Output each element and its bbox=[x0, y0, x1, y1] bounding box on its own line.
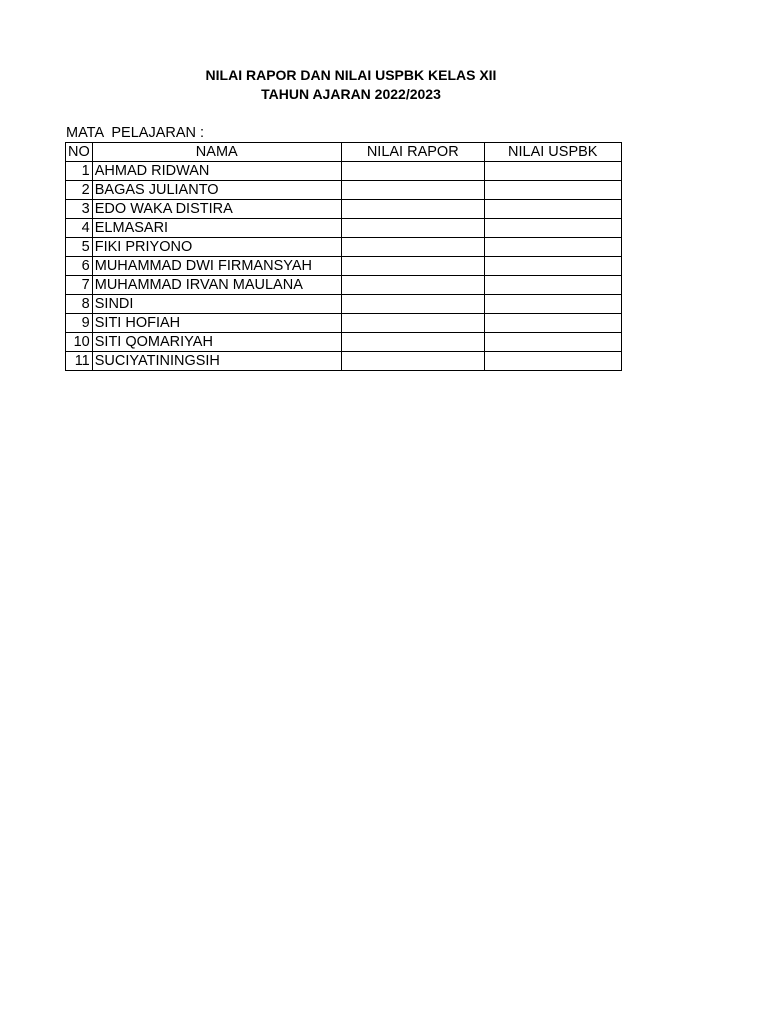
student-name: MUHAMMAD DWI FIRMANSYAH bbox=[92, 257, 341, 276]
row-number: 7 bbox=[66, 276, 93, 295]
student-name: SITI QOMARIYAH bbox=[92, 333, 341, 352]
nilai-uspbk-cell bbox=[484, 219, 621, 238]
table-row bbox=[66, 162, 622, 181]
nilai-rapor-cell bbox=[341, 276, 484, 295]
table-row bbox=[66, 238, 622, 257]
row-number: 4 bbox=[66, 219, 93, 238]
nilai-uspbk-cell bbox=[484, 295, 621, 314]
title-line-1: NILAI RAPOR DAN NILAI USPBK KELAS XII bbox=[205, 67, 497, 83]
nilai-rapor-cell bbox=[341, 295, 484, 314]
table-row bbox=[66, 314, 622, 333]
nilai-rapor-cell bbox=[341, 333, 484, 352]
nilai-rapor-cell bbox=[341, 200, 484, 219]
student-name: ELMASARI bbox=[92, 219, 341, 238]
header-name: NAMA bbox=[92, 143, 341, 162]
nilai-uspbk-cell bbox=[484, 276, 621, 295]
student-name: AHMAD RIDWAN bbox=[92, 162, 341, 181]
nilai-uspbk-cell bbox=[484, 314, 621, 333]
nilai-rapor-cell bbox=[341, 162, 484, 181]
nilai-rapor-cell bbox=[341, 352, 484, 371]
grades-table bbox=[65, 142, 622, 371]
student-name: SITI HOFIAH bbox=[92, 314, 341, 333]
header-nilai-uspbk: NILAI USPBK bbox=[484, 143, 621, 162]
row-number: 5 bbox=[66, 238, 93, 257]
nilai-uspbk-cell bbox=[484, 162, 621, 181]
document-title bbox=[0, 66, 702, 104]
table-row bbox=[66, 276, 622, 295]
row-number: 10 bbox=[66, 333, 93, 352]
table-row bbox=[66, 219, 622, 238]
nilai-uspbk-cell bbox=[484, 333, 621, 352]
student-name: EDO WAKA DISTIRA bbox=[92, 200, 341, 219]
student-name: SINDI bbox=[92, 295, 341, 314]
nilai-uspbk-cell bbox=[484, 200, 621, 219]
row-number: 9 bbox=[66, 314, 93, 333]
table-row bbox=[66, 257, 622, 276]
subject-label: MATA PELAJARAN : bbox=[66, 125, 205, 141]
nilai-rapor-cell bbox=[341, 238, 484, 257]
student-name: FIKI PRIYONO bbox=[92, 238, 341, 257]
table-header-row bbox=[66, 143, 622, 162]
table-row bbox=[66, 181, 622, 200]
header-no: NO bbox=[66, 143, 93, 162]
row-number: 8 bbox=[66, 295, 93, 314]
table-row bbox=[66, 352, 622, 371]
nilai-rapor-cell bbox=[341, 181, 484, 200]
nilai-rapor-cell bbox=[341, 257, 484, 276]
table-row bbox=[66, 200, 622, 219]
row-number: 3 bbox=[66, 200, 93, 219]
nilai-uspbk-cell bbox=[484, 257, 621, 276]
nilai-uspbk-cell bbox=[484, 238, 621, 257]
nilai-uspbk-cell bbox=[484, 181, 621, 200]
header-nilai-rapor: NILAI RAPOR bbox=[341, 143, 484, 162]
row-number: 1 bbox=[66, 162, 93, 181]
nilai-rapor-cell bbox=[341, 219, 484, 238]
title-line-2: TAHUN AJARAN 2022/2023 bbox=[261, 86, 441, 102]
student-name: BAGAS JULIANTO bbox=[92, 181, 341, 200]
student-name: MUHAMMAD IRVAN MAULANA bbox=[92, 276, 341, 295]
table-row bbox=[66, 295, 622, 314]
nilai-rapor-cell bbox=[341, 314, 484, 333]
student-name: SUCIYATININGSIH bbox=[92, 352, 341, 371]
row-number: 11 bbox=[66, 352, 93, 371]
row-number: 6 bbox=[66, 257, 93, 276]
table-row bbox=[66, 333, 622, 352]
nilai-uspbk-cell bbox=[484, 352, 621, 371]
row-number: 2 bbox=[66, 181, 93, 200]
table-body bbox=[66, 162, 622, 371]
